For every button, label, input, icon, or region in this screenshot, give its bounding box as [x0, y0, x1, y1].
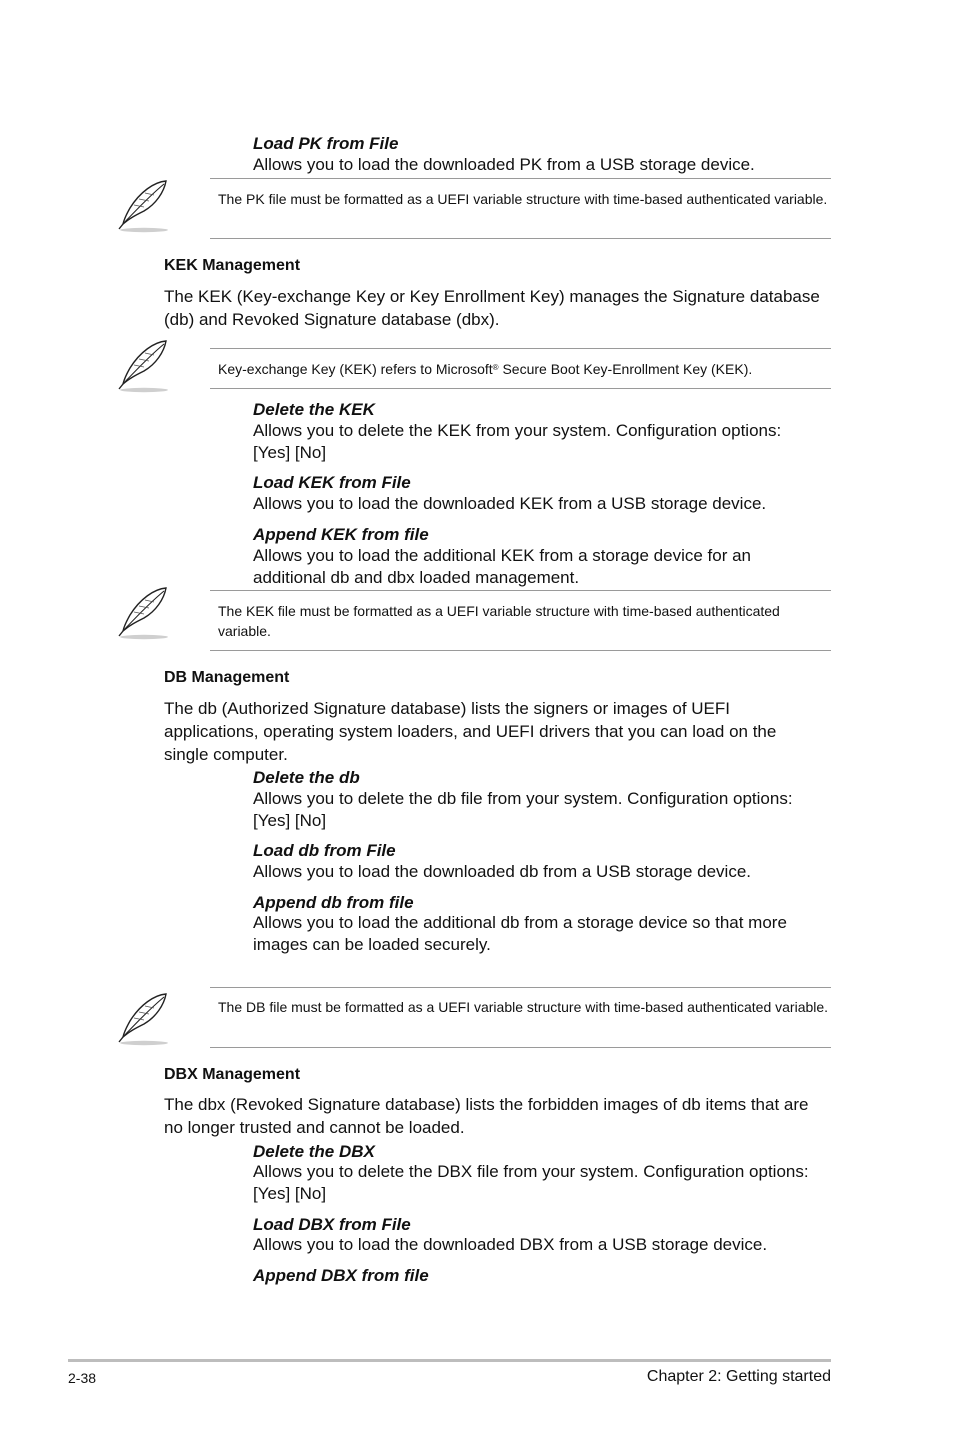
registered-mark: ® — [492, 363, 499, 372]
append-kek-body: Allows you to load the additional KEK from a storage device for an additional db and dbx loaded management. — [253, 546, 752, 587]
delete-db-body: Allows you to delete the db file from your system. Configuration options: [Yes] [No] — [253, 789, 793, 830]
note-rule-top — [210, 348, 831, 349]
kek-note-part-b: Secure Boot Key-Enrollment Key (KEK). — [498, 361, 753, 377]
note-rule-top — [210, 178, 831, 179]
delete-db-title: Delete the db — [253, 768, 360, 787]
kek-intro: The KEK (Key-exchange Key or Key Enrollment Key) manages the Signature database (db) and Revoked Signature database (dbx). — [164, 287, 820, 329]
load-db-body: Allows you to load the downloaded db from a USB storage device. — [253, 862, 752, 881]
chapter-title: Chapter 2: Getting started — [646, 1368, 831, 1385]
feather-pen-icon — [114, 178, 172, 234]
db-heading: DB Management — [164, 669, 290, 686]
dbx-intro: The dbx (Revoked Signature database) lists the forbidden images of db items that are no longer trusted and cannot be loaded. — [164, 1095, 809, 1137]
note-rule-top — [210, 987, 831, 988]
note-rule-bottom — [210, 238, 831, 239]
note-rule-top — [210, 590, 831, 591]
dbx-heading: DBX Management — [164, 1066, 301, 1083]
load-pk-body: Allows you to load the downloaded PK from a USB storage device. — [253, 155, 755, 174]
page-number: 2-38 — [68, 1370, 97, 1386]
kek-heading: KEK Management — [164, 257, 301, 274]
note-rule-bottom — [210, 650, 831, 651]
load-kek-body: Allows you to load the downloaded KEK from a USB storage device. — [253, 494, 767, 513]
delete-dbx-title: Delete the DBX — [253, 1142, 375, 1161]
pk-note-text: The PK file must be formatted as a UEFI variable structure with time-based authenticated variable. — [218, 191, 828, 207]
append-db-title: Append db from file — [253, 893, 414, 912]
feather-pen-icon — [114, 338, 172, 394]
kek-note-text — [218, 359, 830, 379]
kek-file-note-text: The KEK file must be formatted as a UEFI variable structure with time-based authenticated variable. — [218, 603, 780, 639]
delete-kek-body: Allows you to delete the KEK from your system. Configuration options: [Yes] [No] — [253, 421, 782, 462]
delete-dbx-body: Allows you to delete the DBX file from your system. Configuration options: [Yes] [No] — [253, 1162, 809, 1203]
load-db-title: Load db from File — [253, 841, 396, 860]
feather-pen-icon — [114, 585, 172, 641]
load-dbx-title: Load DBX from File — [253, 1215, 411, 1234]
note-rule-bottom — [210, 388, 831, 389]
db-file-note-text: The DB file must be formatted as a UEFI variable structure with time-based authenticated variable. — [218, 999, 829, 1015]
append-dbx-title: Append DBX from file — [253, 1266, 429, 1285]
load-kek-title: Load KEK from File — [253, 473, 411, 492]
db-intro: The db (Authorized Signature database) lists the signers or images of UEFI applications, operating system loaders, and UEFI drivers that you can load on the single computer. — [164, 699, 777, 764]
load-pk-title: Load PK from File — [253, 134, 399, 153]
load-dbx-body: Allows you to load the downloaded DBX from a USB storage device. — [253, 1235, 768, 1254]
note-rule-bottom — [210, 1047, 831, 1048]
append-kek-title: Append KEK from file — [253, 525, 429, 544]
kek-note-part-a: Key-exchange Key (KEK) refers to Microsoft — [218, 361, 493, 377]
append-db-body: Allows you to load the additional db from a storage device so that more images can be loaded securely. — [253, 913, 787, 954]
feather-pen-icon — [114, 991, 172, 1047]
delete-kek-title: Delete the KEK — [253, 400, 375, 419]
footer-rule — [68, 1359, 831, 1362]
